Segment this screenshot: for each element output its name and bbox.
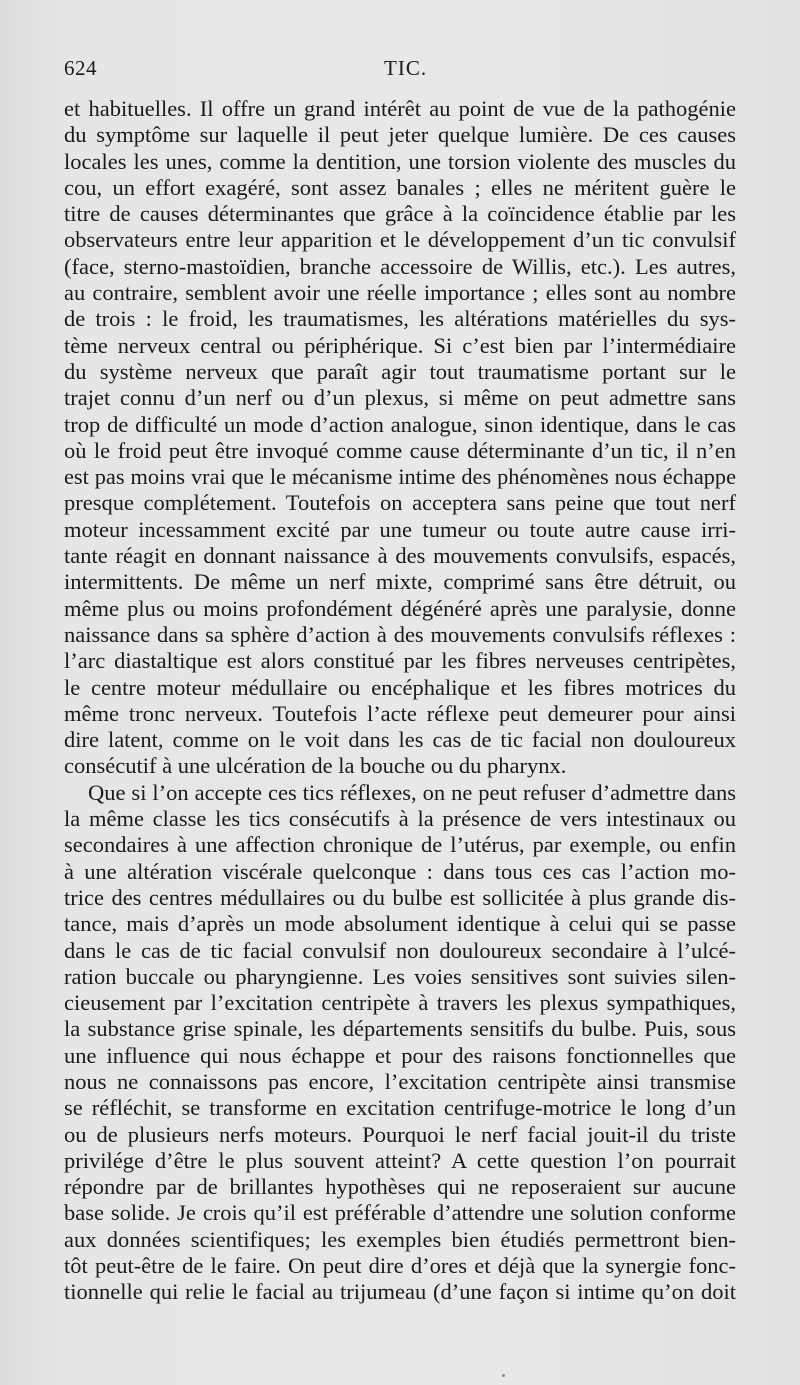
- text-line: et habituelles. Il offre un grand intérêt au point de vue de la pathogénie: [64, 96, 736, 121]
- text-line: intermittents. De même un nerf mixte, comprimé sans être détruit, ou: [64, 569, 736, 595]
- text-line: de trois : le froid, les traumatismes, les altérations matérielles du sys-: [64, 306, 736, 332]
- text-line: moteur incessamment excité par une tumeur ou toute autre cause irri-: [64, 516, 736, 542]
- text-line: titre de causes déterminantes que grâce à la coïncidence établie par les: [64, 201, 736, 227]
- text-line: presque complétement. Toutefois on acceptera sans peine que tout nerf: [64, 490, 736, 516]
- text-line: cieusement par l’excitation centripète à travers les plexus sympathiques,: [64, 990, 736, 1016]
- text-line: du système nerveux que paraît agir tout traumatisme portant sur le: [64, 358, 736, 384]
- text-line: tionnelle qui relie le facial au trijumeau (d’une façon si intime qu’on doit: [64, 1279, 736, 1305]
- text-line: dire latent, comme on le voit dans les cas de tic facial non douloureux: [64, 727, 736, 753]
- text-line: naissance dans sa sphère d’action à des mouvements convulsifs réflexes :: [64, 621, 736, 647]
- text-line: même plus ou moins profondément dégénéré après une paralysie, donne: [64, 595, 736, 621]
- text-line: nous ne connaissons pas encore, l’excitation centripète ainsi transmise: [64, 1068, 736, 1094]
- text-line: tème nerveux central ou périphérique. Si c’est bien par l’intermédiaire: [64, 332, 736, 358]
- text-line: aux données scientifiques; les exemples bien étudiés permettront bien-: [64, 1226, 736, 1252]
- text-line: trice des centres médullaires ou du bulbe est sollicitée à plus grande dis-: [64, 884, 736, 910]
- text-line: trop de difficulté un mode d’action analogue, sinon identique, dans le cas: [64, 411, 736, 437]
- paragraph: [64, 780, 736, 1306]
- text-line: ration buccale ou pharyngienne. Les voies sensitives sont suivies silen-: [64, 963, 736, 989]
- text-line: privilége d’être le plus souvent atteint? A cette question l’on pourrait: [64, 1147, 736, 1173]
- text-line: base solide. Je crois qu’il est préférable d’attendre une solution conforme: [64, 1200, 736, 1226]
- text-line: Que si l’on accepte ces tics réflexes, on ne peut refuser d’admettre dans: [88, 779, 736, 805]
- paragraph: [64, 96, 736, 780]
- text-line: observateurs entre leur apparition et le développement d’un tic convulsif: [64, 227, 736, 253]
- text-line: cou, un effort exagéré, sont assez banales ; elles ne méritent guère le: [64, 174, 736, 200]
- text-line: dans le cas de tic facial convulsif non douloureux secondaire à l’ulcé-: [64, 937, 736, 963]
- body-text: [64, 96, 736, 1306]
- text-line: locales les unes, comme la dentition, une torsion violente des muscles du: [64, 148, 736, 174]
- text-line: tôt peut-être de le faire. On peut dire d’ores et déjà que la synergie fonc-: [64, 1253, 736, 1279]
- text-line: du symptôme sur laquelle il peut jeter quelque lumière. De ces causes: [64, 122, 736, 148]
- page-number: 624: [64, 56, 97, 80]
- text-line: au contraire, semblent avoir une réelle importance ; elles sont au nombre: [64, 280, 736, 306]
- text-line: ou de plusieurs nerfs moteurs. Pourquoi le nerf facial jouit-il du triste: [64, 1121, 736, 1147]
- text-line: consécutif à une ulcération de la bouche ou du pharynx.: [64, 753, 567, 779]
- text-line: se réfléchit, se transforme en excitation centrifuge-motrice le long d’un: [64, 1095, 736, 1121]
- text-line: (face, sterno-mastoïdien, branche accessoire de Willis, etc.). Les autres,: [64, 253, 736, 279]
- text-line: répondre par de brillantes hypothèses qui ne reposeraient sur aucune: [64, 1174, 736, 1200]
- text-line: tante réagit en donnant naissance à des mouvements convulsifs, espacés,: [64, 543, 736, 569]
- running-head: [64, 56, 736, 88]
- text-line: même tronc nerveux. Toutefois l’acte réflexe peut demeurer pour ainsi: [64, 700, 736, 726]
- text-line: à une altération viscérale quelconque : dans tous ces cas l’action mo-: [64, 858, 736, 884]
- text-line: l’arc diastaltique est alors constitué par les fibres nerveuses centripètes,: [64, 648, 736, 674]
- paper-speck: [502, 1374, 505, 1377]
- text-line: trajet connu d’un nerf ou d’un plexus, si même on peut admettre sans: [64, 385, 736, 411]
- text-line: le centre moteur médullaire ou encéphalique et les fibres motrices du: [64, 674, 736, 700]
- text-line: où le froid peut être invoqué comme cause déterminante d’un tic, il n’en: [64, 437, 736, 463]
- text-line: une influence qui nous échappe et pour des raisons fonctionnelles que: [64, 1042, 736, 1068]
- text-line: secondaires à une affection chronique de l’utérus, par exemple, ou enfin: [64, 832, 736, 858]
- text-line: tance, mais d’après un mode absolument identique à celui qui se passe: [64, 911, 736, 937]
- text-line: est pas moins vrai que le mécanisme intime des phénomènes nous échappe: [64, 464, 736, 490]
- running-title: TIC.: [384, 56, 428, 80]
- text-line: la même classe les tics consécutifs à la présence de vers intestinaux ou: [64, 806, 736, 832]
- text-line: la substance grise spinale, les départements sensitifs du bulbe. Puis, sous: [64, 1016, 736, 1042]
